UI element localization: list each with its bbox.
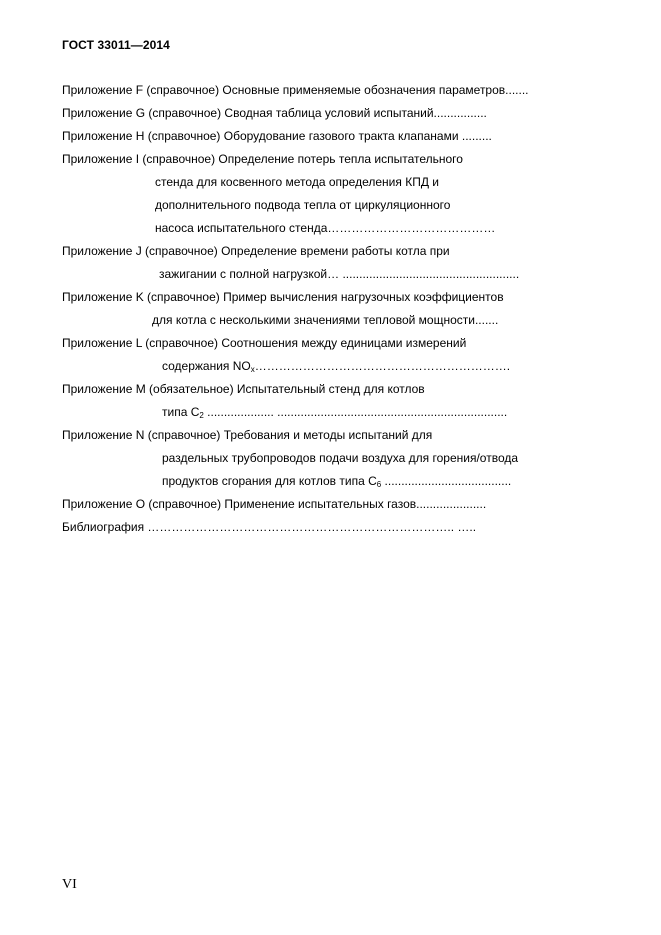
toc-entry-appendix-m: Приложение M (обязательное) Испытательный стенд для котлов: [62, 382, 425, 396]
toc-text: типа C: [162, 405, 200, 419]
toc-dots: ……………………………………………………….: [254, 359, 511, 373]
toc-dots: ......................................: [381, 474, 512, 488]
toc-entry-appendix-l: Приложение L (справочное) Соотношения между единицами измерений: [62, 336, 467, 350]
toc-entry-appendix-i: Приложение I (справочное) Определение потерь тепла испытательного: [62, 152, 463, 166]
subscript: 6: [376, 480, 382, 489]
toc-entry-appendix-n: Приложение N (справочное) Требования и методы испытаний для: [62, 428, 433, 442]
toc-text: продуктов сгорания для котлов типа C: [162, 474, 377, 488]
toc-entry-appendix-n-cont: [62, 470, 622, 493]
toc-entry-appendix-m-cont: [62, 401, 622, 424]
toc-entry-appendix-f: Приложение F (справочное) Основные применяемые обозначения параметров.......: [62, 83, 529, 97]
toc-entry-appendix-i-cont: стенда для косвенного метода определения КПД и: [155, 175, 439, 189]
toc-entry-appendix-h: Приложение H (справочное) Оборудование газового тракта клапанами .........: [62, 129, 492, 143]
page-number: VI: [62, 877, 77, 892]
subscript: 2: [199, 411, 204, 420]
toc-entry-appendix-j: Приложение J (справочное) Определение времени работы котла при: [62, 244, 450, 258]
toc-entry-appendix-l-cont: [62, 355, 622, 378]
toc-entry-appendix-k-cont: для котла с несколькими значениями тепловой мощности.......: [152, 313, 499, 327]
toc-entry-bibliography: Библиография ………………………………………………………………….. …..: [62, 520, 477, 534]
toc-dots: .................... .....................................................................: [203, 405, 508, 419]
toc-entry-appendix-n-cont: раздельных трубопроводов подачи воздуха для горения/отвода: [162, 451, 519, 465]
table-of-contents: [62, 79, 622, 539]
toc-entry-appendix-i-cont: дополнительного подвода тепла от циркуляционного: [155, 198, 451, 212]
toc-entry-appendix-o: Приложение O (справочное) Применение испытательных газов.....................: [62, 497, 487, 511]
toc-entry-appendix-g: Приложение G (справочное) Сводная таблица условий испытаний................: [62, 106, 487, 120]
toc-entry-appendix-i-cont: насоса испытательного стенда……………………………………: [155, 221, 496, 235]
subscript: x: [250, 365, 255, 374]
toc-entry-appendix-j-cont: зажигании с полной нагрузкой… .....................................................: [159, 267, 520, 281]
toc-entry-appendix-k: Приложение K (справочное) Пример вычисления нагрузочных коэффициентов: [62, 290, 504, 304]
toc-text: содержания NO: [162, 359, 251, 373]
document-header: ГОСТ 33011—2014: [62, 38, 170, 52]
